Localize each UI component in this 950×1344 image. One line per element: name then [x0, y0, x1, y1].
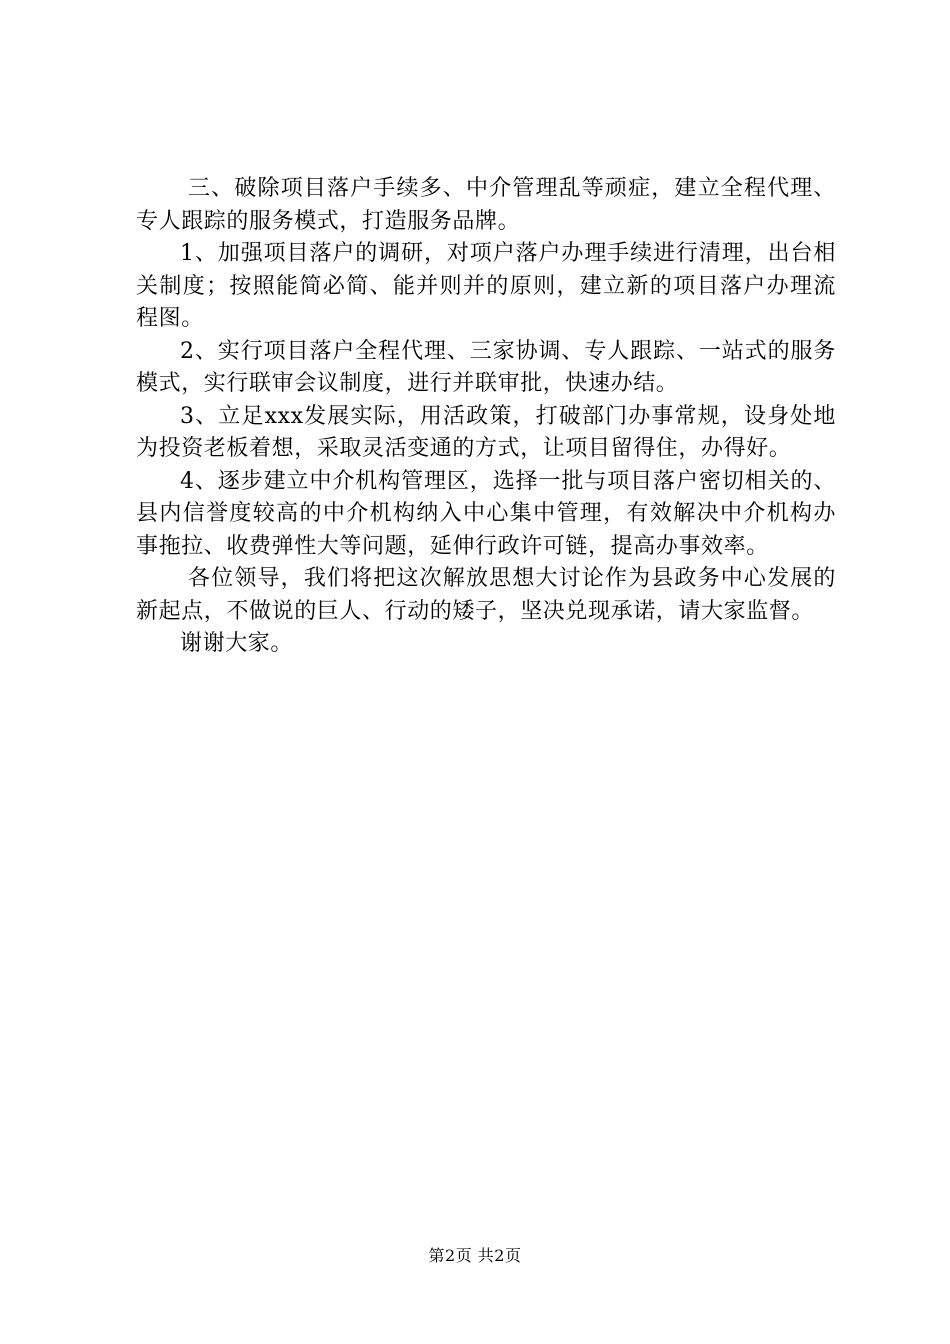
paragraph-section-three: 三、破除项目落户手续多、中介管理乱等顽症，建立全程代理、专人跟踪的服务模式，打造服务品牌。 [136, 176, 836, 234]
paragraph-item-2: 2、实行项目落户全程代理、三家协调、专人跟踪、一站式的服务模式，实行联审会议制度，进行并联审批，快速办结。 [136, 338, 836, 396]
paragraph-item-3: 3、立足xxx发展实际，用活政策，打破部门办事常规，设身处地为投资老板着想，采取灵活变通的方式，让项目留得住，办得好。 [136, 403, 836, 461]
paragraph-closing: 各位领导，我们将把这次解放思想大讨论作为县政务中心发展的新起点，不做说的巨人、行动的矮子，坚决兑现承诺，请大家监督。 [136, 566, 836, 624]
page-number-footer: 第2页 共2页 [428, 1246, 522, 1265]
paragraph-item-1: 1、加强项目落户的调研，对项户落户办理手续进行清理，出台相关制度；按照能简必简、能并则并的原则，建立新的项目落户办理流程图。 [136, 241, 836, 331]
paragraph-thanks: 谢谢大家。 [180, 631, 294, 656]
paragraph-item-4: 4、逐步建立中介机构管理区，选择一批与项目落户密切相关的、县内信誉度较高的中介机构纳入中心集中管理，有效解决中介机构办事拖拉、收费弹性大等问题，延伸行政许可链，提高办事效率。 [136, 468, 836, 559]
document-body [136, 173, 836, 661]
